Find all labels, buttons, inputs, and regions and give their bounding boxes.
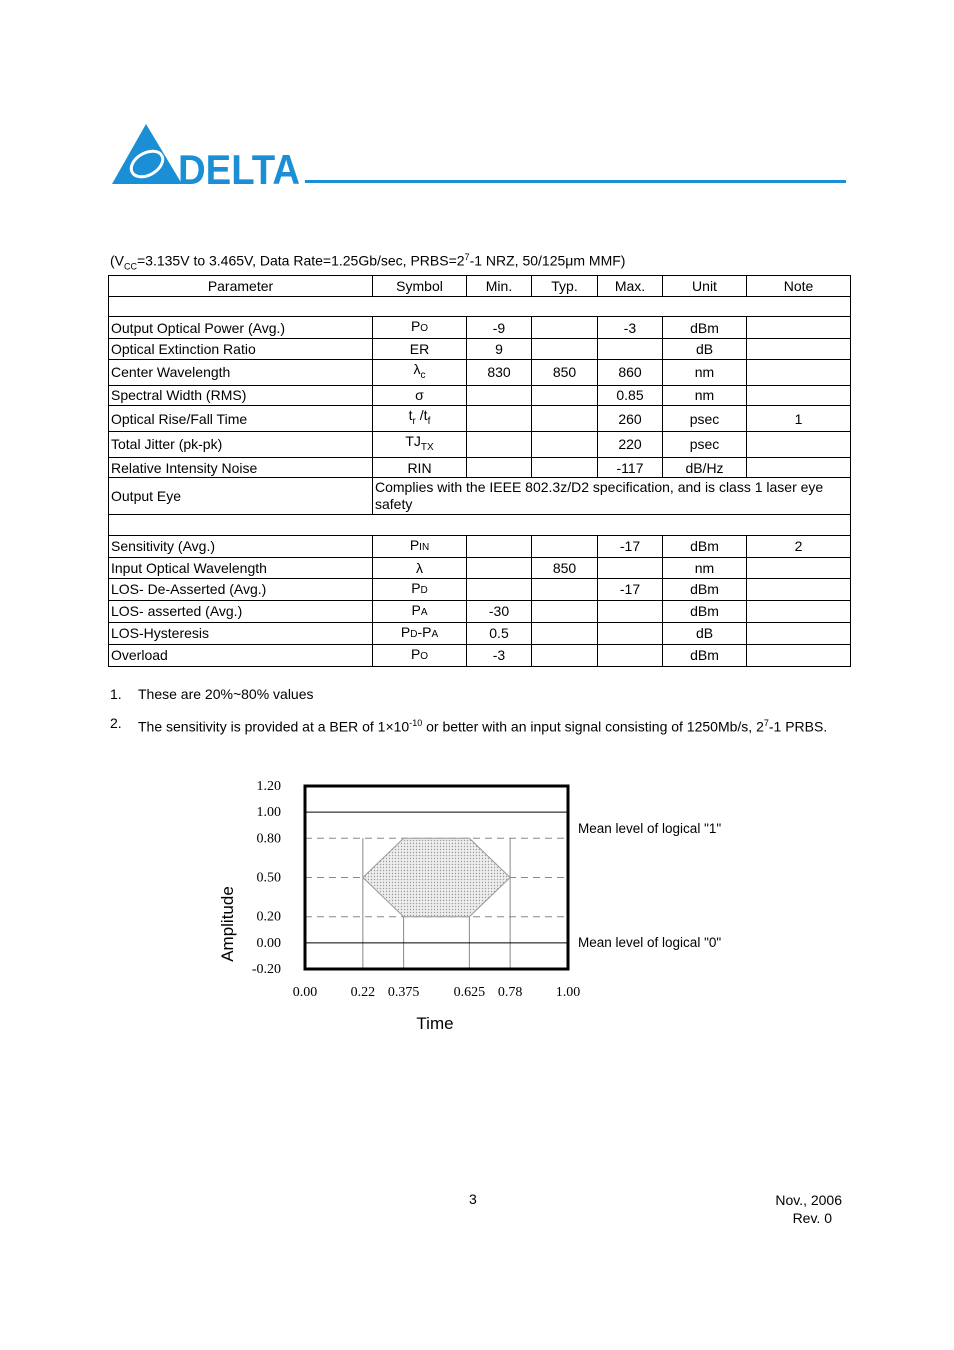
table-row xyxy=(109,622,851,644)
test-conditions: ($V_{CC}=3.135V$ to 3.465V, Data Rate=1.25Gb/sec, $PRBS=2^7-1$ NRZ, 50/125μm MMF) xyxy=(110,252,626,272)
header-unit: Unit xyxy=(663,276,747,297)
cell-unit: dB xyxy=(663,339,747,360)
header-min: Min. xyxy=(467,276,532,297)
note-1: 1. These are 20%~80% values xyxy=(110,686,314,702)
x-axis-label: Time xyxy=(416,1014,454,1033)
section-row-receiver xyxy=(109,515,851,536)
cell-parameter: LOS- De-Asserted (Avg.) xyxy=(109,578,373,600)
cell-typ xyxy=(532,385,598,406)
cell-typ xyxy=(532,622,598,644)
y-tick-label: 0.20 xyxy=(256,909,281,925)
cell-typ xyxy=(532,644,598,666)
table-row xyxy=(109,578,851,600)
note-2: 2. The sensitivity is provided at a BER of $1\times 10^{-10}$ or better with an input signal consisting of 1250Mb/s, $2^7-1$ PRBS. xyxy=(110,715,828,735)
label-logical-1: Mean level of logical "1" xyxy=(578,821,722,837)
delta-logo xyxy=(110,122,310,186)
table-row xyxy=(109,457,851,478)
cell-min: 0.5 xyxy=(467,622,532,644)
cell-max xyxy=(598,644,663,666)
cell-typ: 850 xyxy=(532,557,598,578)
cell-symbol: $t_r$ $/t_f$ xyxy=(373,406,467,432)
cell-min: -9 xyxy=(467,317,532,339)
eye-diagram xyxy=(205,770,765,1045)
header-parameter: Parameter xyxy=(109,276,373,297)
cell-unit: dBm xyxy=(663,578,747,600)
cell-symbol: σ xyxy=(373,385,467,406)
header-symbol: Symbol xyxy=(373,276,467,297)
cell-typ xyxy=(532,317,598,339)
section-row-transmitter xyxy=(109,296,851,317)
cell-min xyxy=(467,557,532,578)
cell-min: 9 xyxy=(467,339,532,360)
cell-symbol: PIN xyxy=(373,535,467,557)
cell-min xyxy=(467,535,532,557)
header-max: Max. xyxy=(598,276,663,297)
cell-parameter: LOS- asserted (Avg.) xyxy=(109,600,373,622)
eye-mask xyxy=(363,838,510,916)
cell-note xyxy=(747,457,851,478)
cell-unit: dB/Hz xyxy=(663,457,747,478)
cell-note xyxy=(747,385,851,406)
cell-max: 220 xyxy=(598,431,663,457)
cell-symbol: $\lambda_c$ xyxy=(373,359,467,385)
cell-note xyxy=(747,644,851,666)
cell-parameter: Center Wavelength xyxy=(109,359,373,385)
cell-parameter: Spectral Width (RMS) xyxy=(109,385,373,406)
cell-note: 1 xyxy=(747,406,851,432)
cell-parameter: Optical Rise/Fall Time xyxy=(109,406,373,432)
table-row-output-eye xyxy=(109,478,851,515)
x-tick-label: 0.375 xyxy=(387,985,420,1000)
cell-min xyxy=(467,406,532,432)
cell-output-eye-text: Complies with the IEEE 802.3z/D2 specification, and is class 1 laser eye safety xyxy=(373,478,851,515)
cell-parameter: Output Eye xyxy=(109,478,373,515)
cell-typ xyxy=(532,339,598,360)
y-tick-label: 1.00 xyxy=(256,805,281,821)
logo-wordmark: DELTA xyxy=(178,146,300,186)
cell-symbol: PO xyxy=(373,317,467,339)
cell-max xyxy=(598,557,663,578)
notes-list xyxy=(110,684,840,746)
table-row xyxy=(109,600,851,622)
cell-unit: dB xyxy=(663,622,747,644)
footer-date: Nov., 2006 Rev. 0 xyxy=(775,1192,842,1226)
cell-note xyxy=(747,557,851,578)
y-tick-label: 1.20 xyxy=(256,779,281,794)
cell-symbol: RIN xyxy=(373,457,467,478)
label-logical-0: Mean level of logical "0" xyxy=(578,934,722,950)
x-tick-label: 0.22 xyxy=(350,985,376,1000)
cell-parameter: Optical Extinction Ratio xyxy=(109,339,373,360)
cell-unit: nm xyxy=(663,557,747,578)
cell-typ xyxy=(532,431,598,457)
y-tick-label: -0.20 xyxy=(251,962,281,977)
cell-min xyxy=(467,457,532,478)
cell-typ xyxy=(532,406,598,432)
cell-note: 2 xyxy=(747,535,851,557)
cell-unit: dBm xyxy=(663,600,747,622)
table-row xyxy=(109,557,851,578)
cell-typ xyxy=(532,535,598,557)
table-header-row xyxy=(109,276,851,297)
cell-symbol: PD-PA xyxy=(373,622,467,644)
x-tick-label: 1.00 xyxy=(555,985,581,1000)
cell-min xyxy=(467,431,532,457)
cell-unit: psec xyxy=(663,431,747,457)
cell-parameter: LOS-Hysteresis xyxy=(109,622,373,644)
header-note: Note xyxy=(747,276,851,297)
cell-max: -3 xyxy=(598,317,663,339)
cell-parameter: Total Jitter (pk-pk) xyxy=(109,431,373,457)
cell-max: -117 xyxy=(598,457,663,478)
cell-max: -17 xyxy=(598,535,663,557)
header-typ: Typ. xyxy=(532,276,598,297)
optical-spec-table xyxy=(108,275,851,667)
table-row xyxy=(109,359,851,385)
cell-unit: nm xyxy=(663,385,747,406)
x-tick-label: 0.78 xyxy=(497,985,523,1000)
y-tick-label: 0.00 xyxy=(256,935,281,951)
cell-unit: nm xyxy=(663,359,747,385)
table-row xyxy=(109,317,851,339)
table-row xyxy=(109,385,851,406)
table-row xyxy=(109,535,851,557)
cell-max: 260 xyxy=(598,406,663,432)
y-tick-label: 0.50 xyxy=(256,870,281,886)
cell-note xyxy=(747,431,851,457)
cell-parameter: Overload xyxy=(109,644,373,666)
cell-symbol: λ xyxy=(373,557,467,578)
cell-parameter: Sensitivity (Avg.) xyxy=(109,535,373,557)
cell-parameter: Input Optical Wavelength xyxy=(109,557,373,578)
cell-min xyxy=(467,385,532,406)
table-row xyxy=(109,339,851,360)
cell-typ xyxy=(532,457,598,478)
cell-max: 860 xyxy=(598,359,663,385)
x-tick-label: 0.625 xyxy=(453,985,486,1000)
header-rule xyxy=(305,180,846,183)
cell-symbol: PA xyxy=(373,600,467,622)
cell-unit: dBm xyxy=(663,317,747,339)
y-tick-label: 0.80 xyxy=(256,831,281,847)
table-row xyxy=(109,644,851,666)
table-row xyxy=(109,406,851,432)
page-number: 3 xyxy=(469,1191,477,1207)
cell-note xyxy=(747,317,851,339)
cell-symbol: PD xyxy=(373,578,467,600)
y-axis-label: Amplitude xyxy=(218,886,237,962)
cell-unit: dBm xyxy=(663,644,747,666)
cell-min: -3 xyxy=(467,644,532,666)
cell-note xyxy=(747,339,851,360)
cell-parameter: Relative Intensity Noise xyxy=(109,457,373,478)
cell-typ xyxy=(532,578,598,600)
cell-max xyxy=(598,339,663,360)
cell-max xyxy=(598,600,663,622)
cell-symbol: ER xyxy=(373,339,467,360)
x-tick-label: 0.00 xyxy=(292,985,318,1000)
cell-max xyxy=(598,622,663,644)
table-row xyxy=(109,431,851,457)
cell-note xyxy=(747,578,851,600)
cell-unit: dBm xyxy=(663,535,747,557)
cell-note xyxy=(747,622,851,644)
cell-symbol: PO xyxy=(373,644,467,666)
cell-note xyxy=(747,600,851,622)
cell-min: 830 xyxy=(467,359,532,385)
cell-typ xyxy=(532,600,598,622)
cell-min: -30 xyxy=(467,600,532,622)
cell-max: 0.85 xyxy=(598,385,663,406)
cell-unit: psec xyxy=(663,406,747,432)
cell-typ: 850 xyxy=(532,359,598,385)
cell-note xyxy=(747,359,851,385)
cell-min xyxy=(467,578,532,600)
cell-parameter: Output Optical Power (Avg.) xyxy=(109,317,373,339)
cell-symbol: $TJ_{TX}$ xyxy=(373,431,467,457)
cell-max: -17 xyxy=(598,578,663,600)
